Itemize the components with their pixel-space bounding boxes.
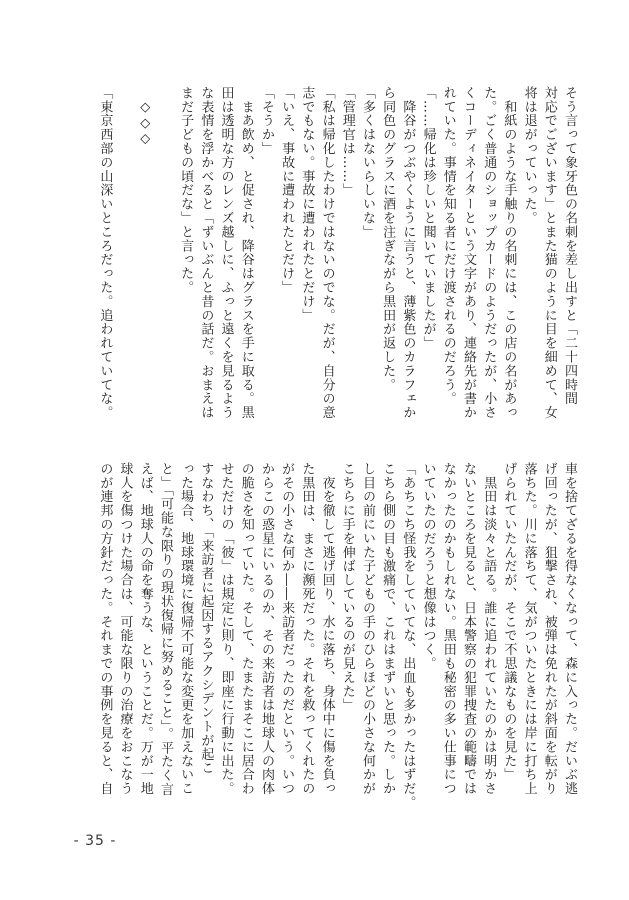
scene-break: ◇◇◇ — [137, 86, 153, 148]
text-line: 「そうか」 — [258, 86, 274, 156]
text-line: からこの惑星にいるのか、その来訪者は地球人の肉体 — [258, 462, 274, 796]
lower-text-block — [59, 462, 579, 818]
text-line: 「私は帰化したわけではないのでな。だが、自分の意 — [319, 86, 335, 420]
upper-text-block — [59, 86, 579, 442]
text-line: 夜を徹して逃げ回り、水に落ち、身体中に傷を負っ — [319, 462, 335, 796]
text-line: いていたのだろうと想像はつく。 — [420, 462, 436, 671]
page-number: - 35 - — [73, 833, 117, 849]
text-line: げられていたんだが、そこで不思議なものを見た」 — [501, 462, 517, 782]
text-line: 「……帰化は珍しいと聞いていましたが」 — [420, 86, 436, 351]
text-line: すなわち、「来訪者に起因するアクシデントが起こ — [198, 462, 214, 776]
text-line: し目の前にいた子どもの手のひらほどの小さな何かが — [359, 462, 375, 796]
text-line: た。ごく普通のショップカードのようだったが、小さ — [481, 86, 497, 420]
text-line: ないところを見ると、日本警察の犯罪捜査の範疇では — [460, 462, 476, 796]
text-line: 田は透明な方のレンズ越しに、ふっと遠くを見るよう — [218, 86, 234, 420]
text-line: くコーディネイターという文字があり、連絡先が書か — [460, 86, 476, 420]
text-line: せただけの「彼」は規定に則り、即座に行動に出た。 — [218, 462, 234, 796]
text-line: そう言って象牙色の名刺を差し出すと「二十四時間 — [562, 86, 577, 406]
text-line: こちらに手を伸ばしているのが見えた」 — [339, 462, 355, 713]
text-line: 黒田は淡々と語る。誰に追われていたのかは明かさ — [481, 462, 497, 796]
text-line: れていた。事情を知る者にだけ渡されるのだろう。 — [440, 86, 456, 406]
text-line: こちら側の目も激痛で、これはまずいと思った。しか — [380, 462, 396, 796]
text-line: 車を捨てざるを得なくなって、森に入った。だいぶ逃 — [562, 462, 577, 796]
text-line: 「東京西部の山深いところだった。追われていてな。 — [97, 86, 113, 420]
text-line: た黒田は、まさに瀕死だった。それを救ってくれたの — [299, 462, 315, 796]
text-line: げ回ったが、狙撃され、被弾は免れたが斜面を転がり — [541, 462, 557, 796]
text-line: 球人を傷つけた場合は、可能な限りの治療をおこなう — [117, 462, 133, 796]
text-line: 和紙のような手触りの名刺には、この店の名があっ — [501, 86, 517, 420]
text-line: 「あちこち怪我をしていてな、出血も多かったはずだ。 — [400, 462, 416, 810]
text-line: 「管理官は……」 — [339, 86, 355, 198]
text-line: の脆さを知っていた。そして、たまたまそこに居合わ — [238, 462, 254, 796]
text-line: な表情を浮かべると「ずいぶんと昔の話だ。おまえは — [198, 86, 214, 420]
text-line: 「いえ、事故に遭われたとだけ」 — [279, 86, 295, 295]
text-line: 対応でございます」とまた猫のように目を細めて、女 — [541, 86, 557, 420]
text-line: った場合、地球環境に復帰不可能な変更を加えないこ — [178, 462, 194, 796]
text-line: と」「可能な限りの現状復帰に努めること」。平たく言 — [157, 462, 173, 797]
text-line: のが連邦の方針だった。それまでの事例を見ると、自 — [97, 462, 113, 796]
text-line: えば、地球人の命を奪うな、ということだ。万が一地 — [137, 462, 153, 796]
text-line: ら同色のグラスに酒を注ぎながら黒田が返した。 — [380, 86, 396, 392]
text-line: まだ子どもの頃だな」と言った。 — [178, 86, 194, 295]
text-line: 将は退がっていった。 — [521, 86, 537, 225]
text-line: がその小さな何か――来訪者だったのだという。いつ — [279, 462, 295, 796]
text-line: 「多くはないらしいな」 — [359, 86, 375, 239]
text-line: まあ飲め、と促され、降谷はグラスを手に取る。黒 — [238, 86, 254, 420]
text-line: なかったのかもしれない。黒田も秘密の多い仕事につ — [440, 462, 456, 796]
text-line: 落ちた。川に落ちて、気がついたときには岸に打ち上 — [521, 462, 537, 796]
text-line: 降谷がつぶやくように言うと、薄紫色のカラフェか — [400, 86, 416, 420]
text-line: 志でもない。事故に遭われたとだけ」 — [299, 86, 315, 323]
